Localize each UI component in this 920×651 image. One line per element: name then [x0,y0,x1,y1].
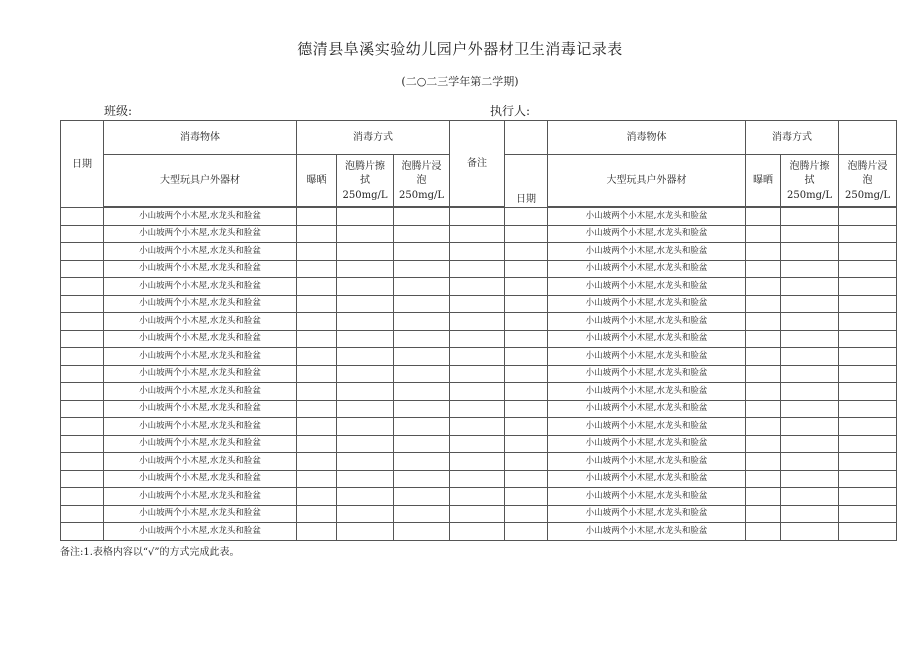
header-soak-right [839,155,897,207]
soak-cell-right[interactable] [839,313,897,331]
date-cell-left[interactable] [61,260,104,278]
item-cell-left: 小山坡两个小木屋,水龙头和脸盆 [104,295,297,313]
wipe-cell-right[interactable] [781,418,839,436]
item-cell-left: 小山坡两个小木屋,水龙头和脸盆 [104,278,297,296]
item-cell-left: 小山坡两个小木屋,水龙头和脸盆 [104,330,297,348]
date-cell-right[interactable] [505,400,548,418]
wipe-cell-left[interactable] [337,225,394,243]
sun-cell-right[interactable] [746,400,781,418]
wipe-line2-right: 拭 [804,175,815,187]
sun-cell-right[interactable] [746,365,781,383]
date-cell-left[interactable] [61,400,104,418]
wipe-cell-right[interactable] [781,348,839,366]
header-method-right-tail [839,121,897,155]
sun-cell-left[interactable] [297,418,337,436]
sun-cell-right[interactable] [746,208,781,226]
date-cell-left[interactable] [61,453,104,471]
date-cell-right[interactable] [505,278,548,296]
item-cell-left: 小山坡两个小木屋,水龙头和脸盆 [104,208,297,226]
wipe-cell-left[interactable] [337,208,394,226]
table-row [61,243,897,261]
header-equipment-left: 大型玩具户外器材 [104,155,297,207]
table-row [61,278,897,296]
item-cell-left: 小山坡两个小木屋,水龙头和脸盆 [104,488,297,506]
date-cell-left[interactable] [61,208,104,226]
item-cell-right: 小山坡两个小木屋,水龙头和脸盆 [548,435,746,453]
wipe-cell-right[interactable] [781,523,839,541]
item-cell-right: 小山坡两个小木屋,水龙头和脸盆 [548,523,746,541]
soak-cell-left[interactable] [394,418,450,436]
soak-cell-right[interactable] [839,278,897,296]
table-row [61,523,897,541]
item-cell-left: 小山坡两个小木屋,水龙头和脸盆 [104,313,297,331]
date-cell-right[interactable] [505,523,548,541]
table-row [61,208,897,226]
soak-cell-left[interactable] [394,453,450,471]
soak-line2-right: 泡 [862,175,873,187]
wipe-cell-left[interactable] [337,260,394,278]
item-cell-right: 小山坡两个小木屋,水龙头和脸盆 [548,278,746,296]
date-cell-right[interactable] [505,243,548,261]
remark-cell-left[interactable] [450,278,505,296]
item-cell-right: 小山坡两个小木屋,水龙头和脸盆 [548,400,746,418]
item-cell-right: 小山坡两个小木屋,水龙头和脸盆 [548,208,746,226]
wipe-cell-right[interactable] [781,278,839,296]
wipe-cell-right[interactable] [781,295,839,313]
remark-cell-left[interactable] [450,365,505,383]
sun-cell-left[interactable] [297,400,337,418]
sun-cell-right[interactable] [746,435,781,453]
soak-cell-right[interactable] [839,260,897,278]
date-cell-right[interactable] [505,365,548,383]
sun-cell-right[interactable] [746,295,781,313]
wipe-cell-right[interactable] [781,313,839,331]
sun-cell-right[interactable] [746,225,781,243]
date-cell-left[interactable] [61,313,104,331]
table-row [61,260,897,278]
sun-cell-right[interactable] [746,488,781,506]
soak-cell-right[interactable] [839,453,897,471]
table-row [61,470,897,488]
remark-cell-left[interactable] [450,418,505,436]
wipe-cell-left[interactable] [337,488,394,506]
sun-cell-left[interactable] [297,243,337,261]
soak-cell-right[interactable] [839,505,897,523]
header-object-right: 消毒物体 [548,121,746,155]
wipe-conc-right: 250mg/L [787,189,833,201]
wipe-cell-left[interactable] [337,523,394,541]
item-cell-right: 小山坡两个小木屋,水龙头和脸盆 [548,505,746,523]
item-cell-right: 小山坡两个小木屋,水龙头和脸盆 [548,260,746,278]
item-cell-right: 小山坡两个小木屋,水龙头和脸盆 [548,348,746,366]
table-row [61,435,897,453]
sun-cell-right[interactable] [746,505,781,523]
header-spacer [505,121,548,155]
soak-cell-right[interactable] [839,348,897,366]
item-cell-left: 小山坡两个小木屋,水龙头和脸盆 [104,383,297,401]
soak-cell-right[interactable] [839,243,897,261]
item-cell-left: 小山坡两个小木屋,水龙头和脸盆 [104,505,297,523]
date-cell-left[interactable] [61,243,104,261]
sun-cell-left[interactable] [297,295,337,313]
item-cell-left: 小山坡两个小木屋,水龙头和脸盆 [104,365,297,383]
item-cell-right: 小山坡两个小木屋,水龙头和脸盆 [548,365,746,383]
sun-cell-right[interactable] [746,418,781,436]
item-cell-left: 小山坡两个小木屋,水龙头和脸盆 [104,435,297,453]
item-cell-left: 小山坡两个小木屋,水龙头和脸盆 [104,418,297,436]
remark-cell-left[interactable] [450,470,505,488]
wipe-cell-right[interactable] [781,208,839,226]
sun-cell-right[interactable] [746,313,781,331]
remark-cell-left[interactable] [450,208,505,226]
table-row [61,295,897,313]
date-cell-left[interactable] [61,383,104,401]
wipe-cell-left[interactable] [337,295,394,313]
item-cell-right: 小山坡两个小木屋,水龙头和脸盆 [548,470,746,488]
soak-cell-left[interactable] [394,208,450,226]
wipe-cell-left[interactable] [337,505,394,523]
wipe-cell-right[interactable] [781,435,839,453]
date-cell-right[interactable] [505,313,548,331]
wipe-line1: 泡腾片擦 [345,160,385,172]
sun-cell-right[interactable] [746,348,781,366]
remark-cell-left[interactable] [450,453,505,471]
sun-cell-left[interactable] [297,365,337,383]
sun-cell-left[interactable] [297,523,337,541]
soak-cell-left[interactable] [394,383,450,401]
table-row [61,400,897,418]
wipe-cell-left[interactable] [337,383,394,401]
table-row [61,225,897,243]
header-sun-left: 曝晒 [297,155,337,207]
date-cell-left[interactable] [61,470,104,488]
item-cell-right: 小山坡两个小木屋,水龙头和脸盆 [548,330,746,348]
sun-cell-left[interactable] [297,470,337,488]
sun-cell-right[interactable] [746,243,781,261]
wipe-cell-right[interactable] [781,400,839,418]
date-cell-right[interactable] [505,208,548,226]
soak-cell-left[interactable] [394,313,450,331]
sun-cell-left[interactable] [297,505,337,523]
item-cell-right: 小山坡两个小木屋,水龙头和脸盆 [548,313,746,331]
sun-cell-right[interactable] [746,470,781,488]
remark-cell-left[interactable] [450,313,505,331]
remark-cell-left[interactable] [450,260,505,278]
wipe-line2: 拭 [360,175,370,187]
date-cell-left[interactable] [61,278,104,296]
header-remark-left: 备注 [450,121,505,207]
wipe-cell-right[interactable] [781,453,839,471]
date-cell-left[interactable] [61,225,104,243]
header-equipment-right: 大型玩具户外器材 [548,155,746,207]
remark-cell-left[interactable] [450,225,505,243]
table-row [61,418,897,436]
soak-cell-right[interactable] [839,523,897,541]
wipe-cell-left[interactable] [337,278,394,296]
soak-cell-right[interactable] [839,208,897,226]
sun-cell-right[interactable] [746,383,781,401]
wipe-cell-left[interactable] [337,348,394,366]
sun-cell-left[interactable] [297,453,337,471]
soak-line2: 泡 [416,175,427,187]
wipe-cell-left[interactable] [337,418,394,436]
wipe-cell-left[interactable] [337,400,394,418]
sun-cell-left[interactable] [297,278,337,296]
wipe-cell-right[interactable] [781,243,839,261]
executor-label: 执行人: [490,104,531,118]
table-row [61,505,897,523]
sun-cell-left[interactable] [297,225,337,243]
table-row [61,488,897,506]
date-cell-right[interactable] [505,260,548,278]
sun-cell-left[interactable] [297,260,337,278]
table-row [61,348,897,366]
soak-cell-left[interactable] [394,225,450,243]
table-row [61,330,897,348]
date-cell-left[interactable] [61,365,104,383]
item-cell-left: 小山坡两个小木屋,水龙头和脸盆 [104,523,297,541]
wipe-cell-right[interactable] [781,330,839,348]
sun-cell-left[interactable] [297,330,337,348]
date-cell-left[interactable] [61,330,104,348]
soak-cell-right[interactable] [839,225,897,243]
sun-cell-right[interactable] [746,453,781,471]
item-cell-left: 小山坡两个小木屋,水龙头和脸盆 [104,260,297,278]
soak-line1: 泡腾片浸 [401,160,442,172]
table-row [61,453,897,471]
item-cell-right: 小山坡两个小木屋,水龙头和脸盆 [548,453,746,471]
remark-cell-left[interactable] [450,435,505,453]
soak-cell-left[interactable] [394,505,450,523]
remark-cell-left[interactable] [450,400,505,418]
remark-cell-left[interactable] [450,488,505,506]
header-method-left: 消毒方式 [297,121,450,155]
soak-conc-right: 250mg/L [845,189,891,201]
item-cell-left: 小山坡两个小木屋,水龙头和脸盆 [104,453,297,471]
date-cell-right[interactable] [505,470,548,488]
soak-cell-right[interactable] [839,383,897,401]
class-label: 班级: [104,104,133,118]
item-cell-right: 小山坡两个小木屋,水龙头和脸盆 [548,295,746,313]
item-cell-right: 小山坡两个小木屋,水龙头和脸盆 [548,225,746,243]
date-cell-right[interactable] [505,453,548,471]
wipe-cell-right[interactable] [781,225,839,243]
table-row [61,365,897,383]
item-cell-left: 小山坡两个小木屋,水龙头和脸盆 [104,348,297,366]
header-object-left: 消毒物体 [104,121,297,155]
soak-cell-left[interactable] [394,435,450,453]
date-cell-left[interactable] [61,505,104,523]
wipe-cell-right[interactable] [781,470,839,488]
item-cell-right: 小山坡两个小木屋,水龙头和脸盆 [548,488,746,506]
soak-cell-right[interactable] [839,418,897,436]
soak-conc: 250mg/L [399,189,444,201]
wipe-cell-right[interactable] [781,383,839,401]
wipe-cell-right[interactable] [781,260,839,278]
soak-cell-right[interactable] [839,400,897,418]
item-cell-left: 小山坡两个小木屋,水龙头和脸盆 [104,243,297,261]
wipe-cell-left[interactable] [337,313,394,331]
wipe-cell-right[interactable] [781,505,839,523]
soak-cell-right[interactable] [839,488,897,506]
date-cell-right[interactable] [505,225,548,243]
wipe-line1-right: 泡腾片擦 [789,160,830,172]
wipe-cell-left[interactable] [337,243,394,261]
date-cell-left[interactable] [61,435,104,453]
item-cell-left: 小山坡两个小木屋,水龙头和脸盆 [104,400,297,418]
header-date-right: 日期 [505,155,548,208]
page-title: 德清县阜溪实验幼儿园户外器材卫生消毒记录表 [297,40,623,58]
sun-cell-left[interactable] [297,208,337,226]
semester-subtitle: (二○二三学年第二学期) [401,75,519,88]
item-cell-right: 小山坡两个小木屋,水龙头和脸盆 [548,243,746,261]
soak-cell-left[interactable] [394,348,450,366]
remark-cell-left[interactable] [450,243,505,261]
item-cell-left: 小山坡两个小木屋,水龙头和脸盆 [104,225,297,243]
date-cell-right[interactable] [505,435,548,453]
soak-cell-left[interactable] [394,488,450,506]
item-cell-left: 小山坡两个小木屋,水龙头和脸盆 [104,470,297,488]
date-cell-left[interactable] [61,418,104,436]
soak-cell-left[interactable] [394,400,450,418]
soak-cell-left[interactable] [394,243,450,261]
date-cell-left[interactable] [61,295,104,313]
header-date-left: 日期 [61,121,104,208]
header-wipe-left [337,155,394,207]
date-cell-right[interactable] [505,383,548,401]
sun-cell-right[interactable] [746,330,781,348]
item-cell-right: 小山坡两个小木屋,水龙头和脸盆 [548,418,746,436]
remark-cell-left[interactable] [450,523,505,541]
soak-cell-left[interactable] [394,260,450,278]
remark-cell-left[interactable] [450,505,505,523]
wipe-cell-left[interactable] [337,365,394,383]
header-wipe-right [781,155,839,207]
header-soak-left [394,155,450,207]
soak-cell-right[interactable] [839,295,897,313]
sun-cell-left[interactable] [297,383,337,401]
header-method-right: 消毒方式 [746,121,839,155]
sun-cell-left[interactable] [297,435,337,453]
soak-cell-right[interactable] [839,470,897,488]
date-cell-right[interactable] [505,505,548,523]
date-cell-left[interactable] [61,348,104,366]
soak-cell-right[interactable] [839,435,897,453]
item-cell-right: 小山坡两个小木屋,水龙头和脸盆 [548,383,746,401]
soak-cell-left[interactable] [394,278,450,296]
wipe-cell-right[interactable] [781,365,839,383]
date-cell-right[interactable] [505,348,548,366]
wipe-cell-left[interactable] [337,470,394,488]
soak-cell-right[interactable] [839,365,897,383]
footnote: 备注:1.表格内容以“√”的方式完成此表。 [60,547,240,558]
wipe-cell-left[interactable] [337,435,394,453]
remark-cell-left[interactable] [450,330,505,348]
sun-cell-left[interactable] [297,488,337,506]
soak-cell-left[interactable] [394,470,450,488]
date-cell-right[interactable] [505,330,548,348]
wipe-cell-left[interactable] [337,330,394,348]
table-row [61,313,897,331]
remark-cell-left[interactable] [450,383,505,401]
sun-cell-right[interactable] [746,260,781,278]
date-cell-left[interactable] [61,488,104,506]
date-cell-left[interactable] [61,523,104,541]
disinfection-record-table [60,120,897,541]
soak-cell-left[interactable] [394,295,450,313]
sun-cell-right[interactable] [746,523,781,541]
sun-cell-right[interactable] [746,278,781,296]
wipe-cell-right[interactable] [781,488,839,506]
header-sun-right: 曝晒 [746,155,781,207]
date-cell-right[interactable] [505,418,548,436]
date-cell-right[interactable] [505,295,548,313]
soak-cell-left[interactable] [394,523,450,541]
soak-cell-right[interactable] [839,330,897,348]
date-cell-right[interactable] [505,488,548,506]
wipe-cell-left[interactable] [337,453,394,471]
remark-cell-left[interactable] [450,348,505,366]
wipe-conc: 250mg/L [342,189,388,201]
remark-cell-left[interactable] [450,295,505,313]
sun-cell-left[interactable] [297,348,337,366]
soak-cell-left[interactable] [394,365,450,383]
soak-cell-left[interactable] [394,330,450,348]
sun-cell-left[interactable] [297,313,337,331]
soak-line1-right: 泡腾片浸 [847,160,888,172]
table-row [61,383,897,401]
